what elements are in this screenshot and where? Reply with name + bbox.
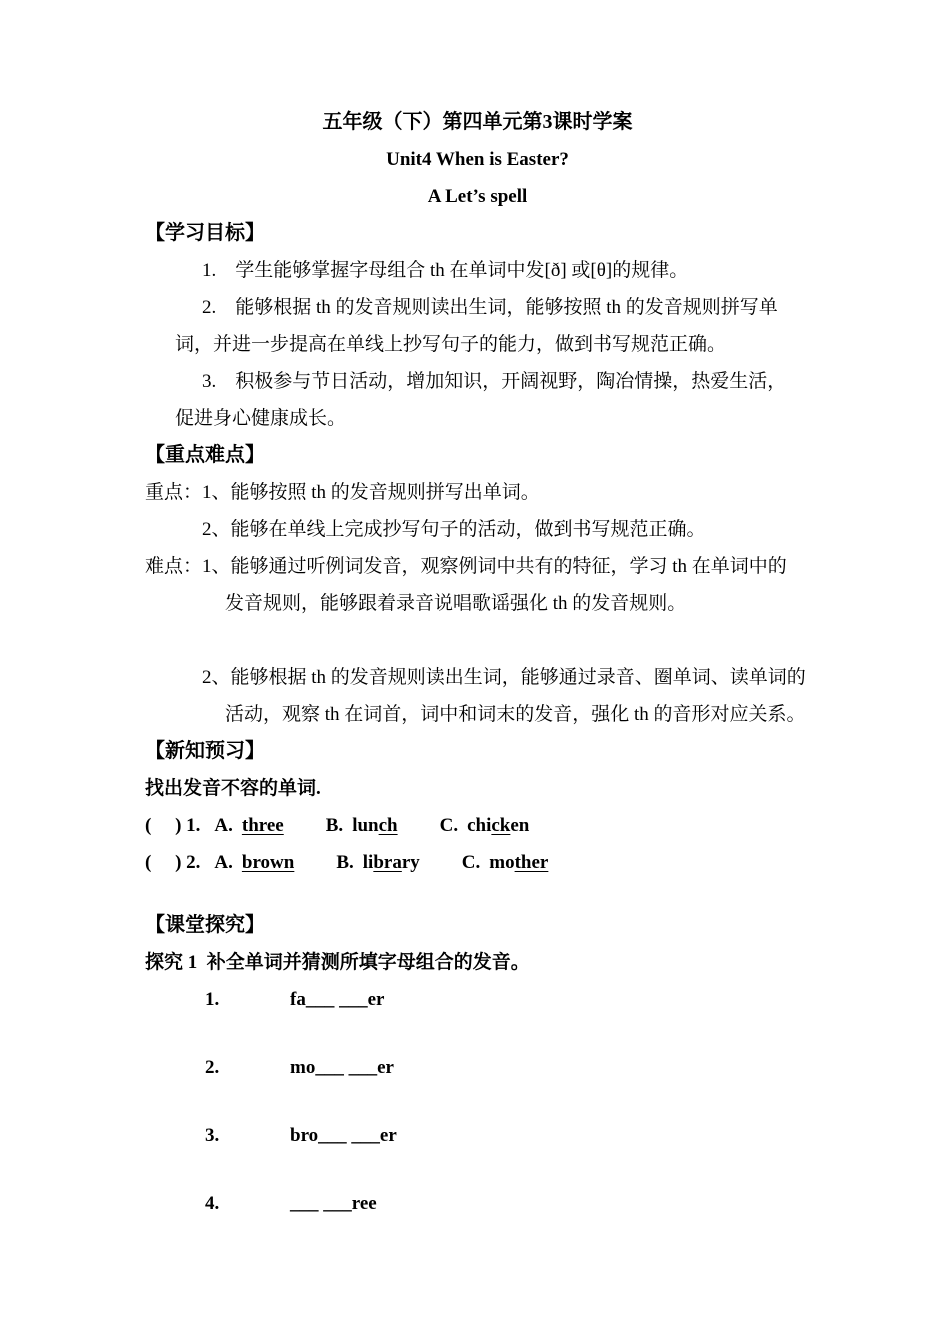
goal-line-2-continued: 词，并进一步提高在单线上抄写句子的能力，做到书写规范正确。 <box>175 334 727 355</box>
spelling-item-2 <box>145 1049 810 1086</box>
question-2-option-a <box>214 844 294 881</box>
question-2-option-b <box>336 844 419 881</box>
option-underlined-text: ther <box>514 852 549 873</box>
option-underlined-text: ch <box>378 815 398 836</box>
question-2-option-c <box>462 844 549 881</box>
spelling-item-1 <box>145 981 810 1018</box>
option-label: B. <box>336 852 354 873</box>
spelling-item-word: bro___ ___er <box>290 1125 397 1146</box>
option-label: B. <box>325 815 344 836</box>
section-heading-preview: 【新知预习】 <box>145 740 265 762</box>
option-text: mo <box>489 852 515 873</box>
option-label: C. <box>439 815 459 836</box>
spelling-item-3 <box>145 1117 810 1154</box>
doc-subtitle-unit: Unit4 When is Easter? <box>386 149 569 170</box>
question-1-option-a <box>214 807 283 844</box>
option-text: lun <box>352 815 379 836</box>
question-1-option-c <box>440 807 530 844</box>
goal-line-3: 3. 积极参与节日活动，增加知识，开阔视野，陶冶情操，热爱生活， <box>202 371 787 392</box>
spelling-item-word: ___ ___ree <box>290 1193 377 1214</box>
difficult-point-line-2: 2、能够根据 th 的发音规则读出生词，能够通过录音、圈单词、读单词的 <box>202 667 806 688</box>
difficult-point-line-1: 难点：1、能够通过听例词发音，观察例词中共有的特征，学习 th 在单词中的 <box>145 556 787 577</box>
difficult-point-line-1-continued: 发音规则，能够跟着录音说唱歌谣强化 th 的发音规则。 <box>225 593 687 614</box>
preview-question-2 <box>145 844 810 881</box>
spelling-item-number: 1. <box>205 989 220 1010</box>
spelling-item-number: 3. <box>205 1125 220 1146</box>
option-text: en <box>510 815 530 836</box>
spelling-item-number: 2. <box>205 1057 220 1078</box>
option-text: ry <box>401 852 420 873</box>
key-point-line-2: 2、能够在单线上完成抄写句子的活动，做到书写规范正确。 <box>202 519 706 540</box>
answer-blank-2: ( ) 2. <box>145 852 201 873</box>
exploration-instruction: 探究 1 补全单词并猜测所填字母组合的发音。 <box>145 952 530 973</box>
spelling-item-4 <box>145 1185 810 1222</box>
option-text: chi <box>467 815 492 836</box>
section-heading-key-points: 【重点难点】 <box>145 444 265 466</box>
spelling-item-word: fa___ ___er <box>290 989 385 1010</box>
section-heading-learning-goals: 【学习目标】 <box>145 222 265 244</box>
doc-subtitle-part: A Let’s spell <box>427 186 528 207</box>
blank-line <box>145 622 810 659</box>
goal-line-3-continued: 促进身心健康成长。 <box>175 408 347 429</box>
question-1-option-b <box>326 807 398 844</box>
option-underlined-text: ck <box>491 815 511 836</box>
option-label: A. <box>214 815 233 836</box>
preview-question-1 <box>145 807 810 844</box>
option-underlined-text: bra <box>373 852 402 873</box>
section-heading-classroom-exploration: 【课堂探究】 <box>145 914 265 936</box>
preview-instruction: 找出发音不容的单词. <box>145 778 321 799</box>
option-label: A. <box>214 852 233 873</box>
goal-line-2: 2. 能够根据 th 的发音规则读出生词，能够按照 th 的发音规则拼写单 <box>202 297 778 318</box>
goal-line-1: 1. 学生能够掌握字母组合 th 在单词中发[ð] 或[θ]的规律。 <box>202 260 689 281</box>
option-underlined-text: brown <box>241 852 295 873</box>
answer-blank-1: ( ) 1. <box>145 815 201 836</box>
difficult-point-line-2-continued: 活动，观察 th 在词首，词中和词末的发音，强化 th 的音形对应关系。 <box>225 704 806 725</box>
spelling-item-word: mo___ ___er <box>290 1057 394 1078</box>
spelling-item-number: 4. <box>205 1193 220 1214</box>
doc-title: 五年级（下）第四单元第3课时学案 <box>322 111 633 133</box>
option-label: C. <box>461 852 481 873</box>
key-point-line-1: 重点：1、能够按照 th 的发音规则拼写出单词。 <box>145 482 540 503</box>
option-text: li <box>362 852 374 873</box>
option-underlined-text: three <box>241 815 284 836</box>
